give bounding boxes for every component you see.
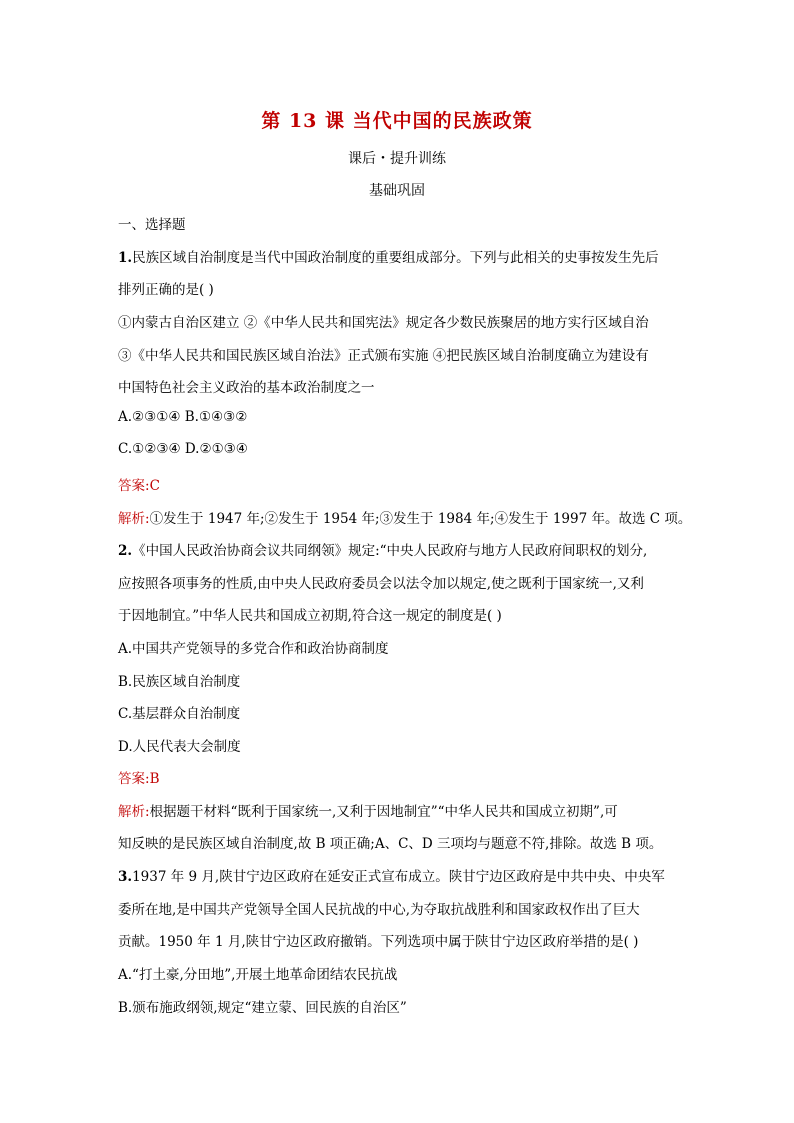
question-number: 1. bbox=[118, 250, 133, 266]
question-2-answer bbox=[118, 767, 159, 787]
question-1-options-ab: A.②③①④ B.①④③② bbox=[118, 409, 248, 425]
question-2-option-a: A.中国共产党领导的多党合作和政治协商制度 bbox=[118, 641, 389, 657]
question-2-stem-cont: 于因地制宜。”中华人民共和国成立初期,符合这一规定的制度是( ) bbox=[118, 608, 502, 624]
question-number: 3. bbox=[118, 869, 133, 885]
question-1-stem-cont: 排列正确的是( ) bbox=[118, 282, 214, 298]
question-3-option-a: A.“打土豪,分田地”,开展土地革命团结农民抗战 bbox=[118, 967, 398, 983]
analysis-text: 根据题干材料“既利于国家统一,又利于因地制宜”“中华人民共和国成立初期”,可 bbox=[149, 804, 618, 820]
question-1-item: ①内蒙古自治区建立 ②《中华人民共和国宪法》规定各少数民族聚居的地方实行区域自治 bbox=[118, 315, 649, 331]
part-heading: 一、选择题 bbox=[118, 217, 186, 233]
question-2-option-b: B.民族区域自治制度 bbox=[118, 674, 241, 690]
question-2-analysis-cont: 知反映的是民族区域自治制度,故 B 项正确;A、C、D 三项均与题意不符,排除。故选 B 项。 bbox=[118, 836, 663, 852]
question-text: 1937 年 9 月,陕甘宁边区政府在延安正式宣布成立。陕甘宁边区政府是中共中央、中央军 bbox=[132, 869, 665, 885]
question-2-stem bbox=[118, 539, 647, 559]
question-2-option-c: C.基层群众自治制度 bbox=[118, 706, 241, 722]
question-2-stem-cont: 应按照各项事务的性质,由中央人民政府委员会以法令加以规定,使之既利于国家统一,又利 bbox=[118, 576, 644, 592]
question-1-options-cd: C.①②③④ D.②①③④ bbox=[118, 441, 248, 457]
question-1-item: ③《中华人民共和国民族区域自治法》正式颁布实施 ④把民族区域自治制度确立为建设有 bbox=[118, 348, 649, 364]
analysis-label: 解析: bbox=[118, 511, 150, 527]
question-text: 《中国人民政治协商会议共同纲领》规定:“中央人民政府与地方人民政府间职权的划分, bbox=[132, 543, 648, 559]
question-1-answer bbox=[118, 474, 160, 494]
answer-label: 答案: bbox=[118, 478, 150, 494]
question-2-analysis bbox=[118, 800, 618, 820]
question-2-option-d: D.人民代表大会制度 bbox=[118, 739, 241, 755]
question-1-stem bbox=[118, 246, 659, 266]
question-number: 2. bbox=[118, 543, 133, 559]
analysis-label: 解析: bbox=[118, 804, 150, 820]
analysis-text: ①发生于 1947 年;②发生于 1954 年;③发生于 1984 年;④发生于 1997 年。故选 C 项。 bbox=[149, 511, 692, 527]
section-heading: 基础巩固 bbox=[369, 183, 425, 199]
question-3-stem-cont: 委所在地,是中国共产党领导全国人民抗战的中心,为夺取抗战胜利和国家政权作出了巨大 bbox=[118, 902, 640, 918]
question-text: 民族区域自治制度是当代中国政治制度的重要组成部分。下列与此相关的史事按发生先后 bbox=[132, 250, 659, 266]
question-3-stem bbox=[118, 865, 665, 885]
page-title: 第 13 课 当代中国的民族政策 bbox=[261, 110, 533, 132]
question-3-option-b: B.颁布施政纲领,规定“建立蒙、回民族的自治区” bbox=[118, 1000, 407, 1016]
answer-label: 答案: bbox=[118, 771, 150, 787]
question-3-stem-cont: 贡献。1950 年 1 月,陕甘宁边区政府撤销。下列选项中属于陕甘宁边区政府举措的是( ) bbox=[118, 934, 639, 950]
answer-value: C bbox=[149, 478, 160, 494]
page-subtitle: 课后・提升训练 bbox=[348, 151, 446, 167]
question-1-item: 中国特色社会主义政治的基本政治制度之一 bbox=[118, 380, 375, 396]
answer-value: B bbox=[149, 771, 160, 787]
question-1-analysis bbox=[118, 507, 691, 527]
